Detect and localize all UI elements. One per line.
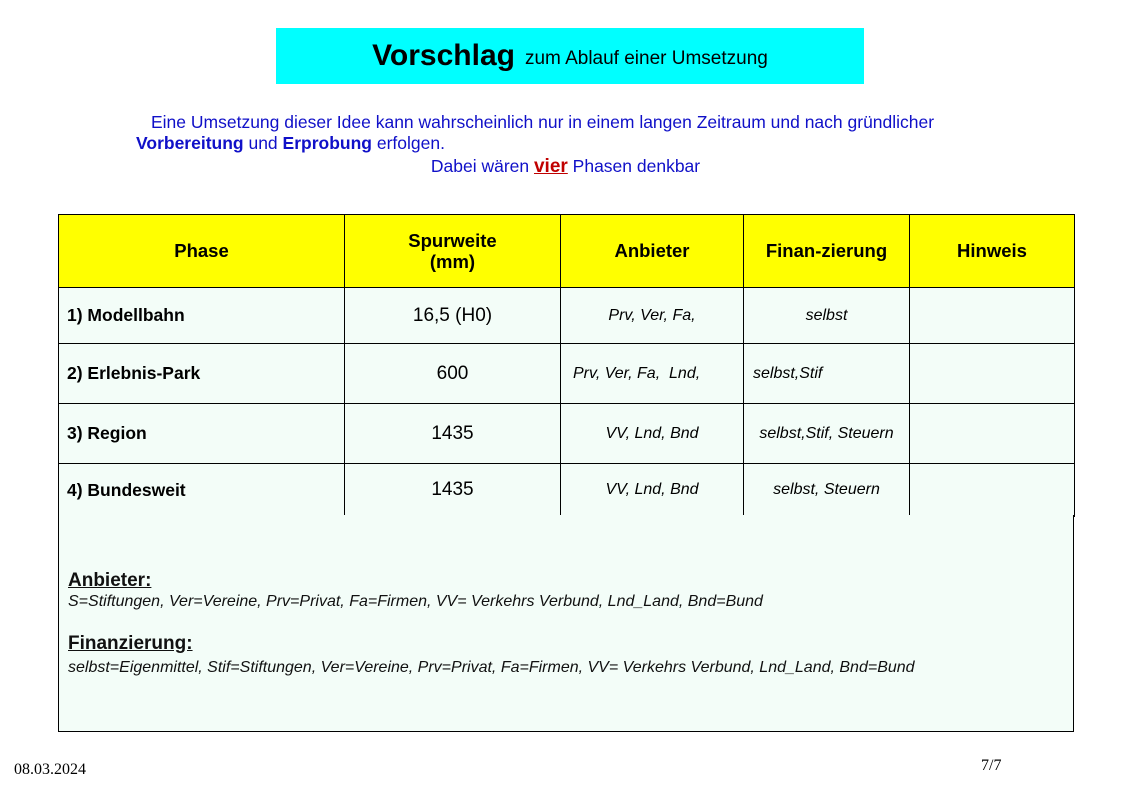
cell-gauge: 1435 <box>345 404 561 464</box>
intro-text-phasen: Phasen denkbar <box>567 156 701 176</box>
header-financing: Finan-zierung <box>744 215 910 288</box>
cell-gauge: 16,5 (H0) <box>345 288 561 344</box>
header-gauge-line2: (mm) <box>429 251 476 272</box>
cell-note <box>910 288 1075 344</box>
table-row <box>59 344 1075 404</box>
cell-phase: 2) Erlebnis-Park <box>59 344 345 404</box>
intro-text-and: und <box>243 133 283 153</box>
table-row <box>59 404 1075 464</box>
cell-provider: Prv, Ver, Fa, Lnd, <box>561 344 744 404</box>
cell-provider: VV, Lnd, Bnd <box>561 404 744 464</box>
intro-line-2 <box>0 133 1123 154</box>
header-phase: Phase <box>59 215 345 288</box>
intro-text-dabei: Dabei wären <box>430 156 534 176</box>
footer-date: 08.03.2024 <box>14 761 86 778</box>
page-subtitle: zum Ablauf einer Umsetzung <box>524 48 768 69</box>
cell-gauge: 1435 <box>345 464 561 517</box>
cell-phase: 1) Modellbahn <box>59 288 345 344</box>
cell-note <box>910 464 1075 517</box>
cell-phase: 4) Bundesweit <box>59 464 345 517</box>
cell-financing: selbst,Stif <box>744 344 910 404</box>
page-number: 7/7 <box>981 757 1002 774</box>
cell-financing: selbst <box>744 288 910 344</box>
cell-gauge: 600 <box>345 344 561 404</box>
intro-bold-testing: Erprobung <box>282 133 372 153</box>
cell-financing: selbst,Stif, Steuern <box>744 404 910 464</box>
header-gauge-line1: Spurweite <box>408 229 497 251</box>
intro-text-end: erfolgen. <box>371 133 445 153</box>
cell-note <box>910 344 1075 404</box>
legend-financing-text: selbst=Eigenmittel, Stif=Stiftungen, Ver=Vereine, Prv=Privat, Fa=Firmen, VV= Verkehrs Verbund, Lnd_Land, Bnd=Bund <box>68 659 915 676</box>
table-header-row <box>59 215 1075 288</box>
header-gauge <box>345 215 561 288</box>
page-title: Vorschlag <box>372 39 515 72</box>
cell-provider: VV, Lnd, Bnd <box>561 464 744 517</box>
header-provider: Anbieter <box>561 215 744 288</box>
cell-note <box>910 404 1075 464</box>
legend-box <box>58 515 1074 732</box>
title-box <box>276 28 864 84</box>
legend-financing-title: Finanzierung: <box>68 633 193 654</box>
intro-line-1: Eine Umsetzung dieser Idee kann wahrscheinlich nur in einem langen Zeitraum und nach gründlicher <box>151 112 935 132</box>
intro-line-3 <box>0 156 1123 178</box>
cell-provider: Prv, Ver, Fa, <box>561 288 744 344</box>
header-note: Hinweis <box>910 215 1075 288</box>
legend-provider-title: Anbieter: <box>68 570 152 591</box>
table-row <box>59 288 1075 344</box>
legend-provider-text: S=Stiftungen, Ver=Vereine, Prv=Privat, Fa=Firmen, VV= Verkehrs Verbund, Lnd_Land, Bnd=Bund <box>68 593 763 610</box>
intro-highlight-vier: vier <box>533 156 568 177</box>
cell-phase: 3) Region <box>59 404 345 464</box>
table-row <box>59 464 1075 517</box>
cell-financing: selbst, Steuern <box>744 464 910 517</box>
intro-bold-preparation: Vorbereitung <box>136 133 244 153</box>
phases-table <box>58 214 1075 517</box>
